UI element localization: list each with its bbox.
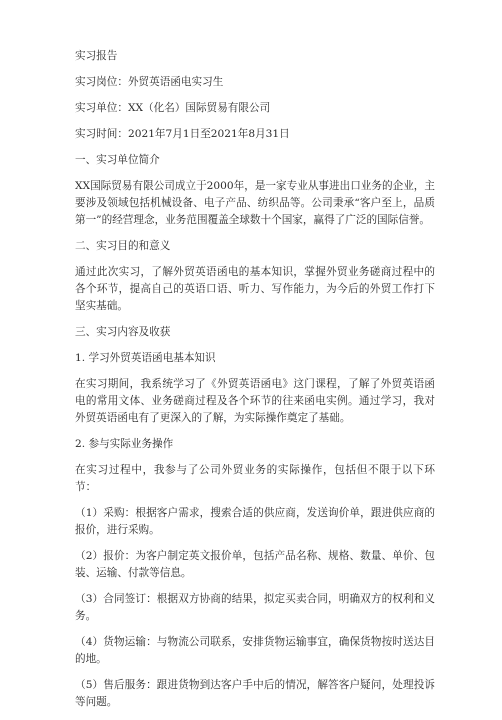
practice-item-quotation: （2）报价：为客户制定英文报价单，包括产品名称、规格、数量、单价、包装、运输、付款等信息。 xyxy=(75,550,435,579)
internship-company: 实习单位：XX（化名）国际贸易有限公司 xyxy=(75,102,271,114)
practice-item-procurement: （1）采购：根据客户需求，搜索合适的供应商，发送询价单，跟进供应商的报价，进行采购。 xyxy=(75,507,435,536)
subsection-heading-learning: 1. 学习外贸英语函电基本知识 xyxy=(75,352,216,364)
section-heading-content: 三、实习内容及收获 xyxy=(75,326,171,338)
learning-paragraph: 在实习期间，我系统学习了《外贸英语函电》这门课程，了解了外贸英语函电的常用文体、业务磋商过程及各个环节的往来函电实例。通过学习，我对外贸英语函电有了更深入的了解，为实际操作奠定了基础。 xyxy=(75,378,435,424)
purpose-paragraph: 通过此次实习，了解外贸英语函电的基本知识，掌握外贸业务磋商过程中的各个环节，提高自己的英语口语、听力、写作能力，为今后的外贸工作打下坚实基础。 xyxy=(75,266,435,312)
practice-item-shipping: （4）货物运输：与物流公司联系，安排货物运输事宜，确保货物按时送达目的地。 xyxy=(75,636,435,665)
section-heading-company-intro: 一、实习单位简介 xyxy=(75,154,160,166)
subsection-heading-practice: 2. 参与实际业务操作 xyxy=(75,438,174,450)
document-title: 实习报告 xyxy=(75,50,118,62)
document-page xyxy=(75,48,435,720)
internship-position: 实习岗位：外贸英语函电实习生 xyxy=(75,76,224,88)
practice-item-after-sales: （5）售后服务：跟进货物到达客户手中后的情况，解答客户疑问，处理投诉等问题。 xyxy=(75,679,435,708)
practice-item-contract: （3）合同签订：根据双方协商的结果，拟定买卖合同，明确双方的权利和义务。 xyxy=(75,593,435,622)
company-intro-paragraph: XX国际贸易有限公司成立于2000年，是一家专业从事进出口业务的企业，主要涉及领域包括机械设备、电子产品、纺织品等。公司秉承“客户至上，品质第一”的经营理念，业务范围覆盖全球数十个国家，赢得了广泛的国际信誉。 xyxy=(75,180,435,226)
internship-period: 实习时间：2021年7月1日至2021年8月31日 xyxy=(75,128,290,140)
section-heading-purpose: 二、实习目的和意义 xyxy=(75,240,171,252)
practice-intro-paragraph: 在实习过程中，我参与了公司外贸业务的实际操作，包括但不限于以下环节： xyxy=(75,464,435,493)
